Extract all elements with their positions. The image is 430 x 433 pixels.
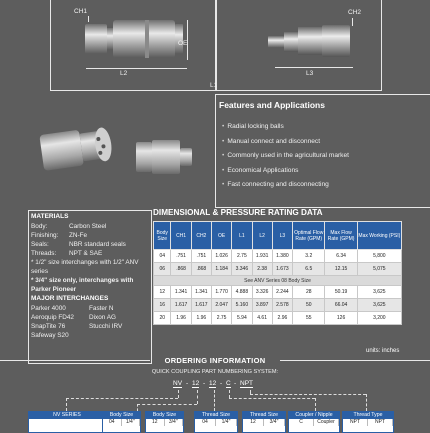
interchanges-title: MAJOR INTERCHANGES	[31, 295, 109, 302]
table-header: L1	[232, 222, 252, 250]
code-type: C	[226, 380, 231, 387]
oe-label: OE	[178, 40, 188, 47]
code-dash: -	[220, 380, 223, 387]
thread-type-box: Thread Type NPT NPT	[342, 411, 394, 433]
note-1: * 1/2" size interchanges with 1/2" ANV	[31, 259, 139, 266]
table-header: L3	[272, 222, 292, 250]
materials-title: MATERIALS	[31, 213, 69, 220]
dimension-table	[153, 221, 402, 325]
code-thread-type: NPT	[240, 380, 253, 387]
table-row-separator: See ANV Series 08 Body Size	[154, 276, 402, 286]
list-item: • Fast connecting and disconnecting	[222, 181, 329, 189]
l1-label: L1	[210, 82, 218, 89]
connector	[137, 404, 197, 405]
connector	[137, 404, 138, 411]
connector	[197, 390, 198, 404]
table-row: 04 .751 .751 1.026 2.75 1.931 1.380 3.2 6.34 5,800	[154, 250, 402, 263]
interchange-row: Aeroquip FD42 Dixon AG	[31, 314, 116, 321]
table-header: L2	[252, 222, 272, 250]
l2-label: L2	[120, 70, 128, 77]
table-header: Max Flow Rate (GPM)	[325, 222, 357, 250]
interchange-row: Safeway S20	[31, 332, 69, 339]
l3-label: L3	[306, 70, 314, 77]
table-header: OE	[211, 222, 231, 250]
table-header: Body Size	[154, 222, 171, 250]
interchange-row: Parker 4000 Faster N	[31, 305, 114, 312]
list-item: • Economical Applications	[222, 166, 299, 174]
connector	[315, 398, 316, 411]
thread-size-box: Thread Size 04 1/4"	[194, 411, 238, 433]
ch1-leader	[88, 16, 89, 22]
thread-size-box-2: Thread Size 12 3/4"	[242, 411, 286, 433]
material-row: Body: Carbon Steel	[31, 223, 107, 230]
connector	[250, 394, 366, 395]
body-size-box: Body Size 04 1/4"	[102, 411, 141, 433]
table-header: CH2	[191, 222, 211, 250]
table-row: 06 .868 .868 1.184 3.346 2.38 1.673 6.5 12.15 5,075	[154, 263, 402, 276]
list-item: • Manual connect and disconnect	[222, 137, 321, 145]
connector	[66, 398, 67, 411]
materials-box	[28, 210, 152, 364]
connector	[229, 398, 315, 399]
list-item: • Commonly used in the agricultural market	[222, 152, 349, 160]
table-title: DIMENSIONAL & PRESSURE RATING DATA	[153, 208, 323, 217]
note-2b: Parker Pioneer	[31, 286, 77, 293]
table-row: 16 1.617 1.617 2.047 5.160 3.897 2.578 50 66.04 3,625	[154, 299, 402, 312]
body-size-box-2: Body Size 12 3/4"	[145, 411, 184, 433]
table-header: Optimal Flow Rate (GPM)	[293, 222, 325, 250]
note-1b: series	[31, 268, 49, 275]
coupler-illustration	[85, 18, 188, 60]
ordering-subtitle: QUICK COUPLING PART NUMBERING SYSTEM:	[151, 369, 279, 375]
material-row: Threads: NPT & SAE	[31, 250, 103, 257]
ch2-leader	[352, 18, 353, 26]
code-thread-size: 12	[209, 380, 217, 387]
connector	[366, 394, 367, 411]
code-dash: -	[203, 380, 206, 387]
list-item: • Radial locking balls	[222, 123, 284, 130]
l2-line	[86, 68, 187, 69]
table-header: Max Working (PSI)	[357, 222, 401, 250]
coupler-nipple-box: Coupler / Nipple C Coupler	[288, 411, 340, 433]
nipple-illustration	[268, 24, 353, 58]
ch1-label: CH1	[74, 8, 88, 15]
features-list	[222, 120, 422, 193]
table-row: 20 1.96 1.96 2.75 5.94 4.61 2.96 55 126 3,200	[154, 312, 402, 325]
connector	[178, 390, 179, 398]
code-dash: -	[234, 380, 237, 387]
ch2-label: CH2	[348, 9, 362, 16]
note-2: * 3/4" size only, interchanges with	[31, 277, 134, 284]
code-dash: -	[186, 380, 189, 387]
interchange-row: SnapTite 76 Stucchi IRV	[31, 323, 123, 330]
features-title: Features and Applications	[219, 100, 325, 110]
material-row: Finishing: ZN-Fe	[31, 232, 88, 239]
code-series: NV	[173, 380, 183, 387]
ordering-title: ORDERING INFORMATION	[164, 356, 266, 365]
connector	[229, 390, 230, 398]
units-note: units: inches	[366, 348, 400, 354]
table-row: 12 1.341 1.341 1.770 4.888 3.326 2.244 28 50.19 3,625	[154, 286, 402, 299]
code-body-size: 12	[192, 380, 200, 387]
connector	[214, 390, 215, 411]
material-row: Seals: NBR standard seals	[31, 241, 126, 248]
l3-line	[275, 67, 353, 68]
product-photo	[38, 112, 198, 194]
nv-series-box: NV SERIES	[28, 411, 106, 433]
connector	[66, 398, 178, 399]
table-header: CH1	[171, 222, 191, 250]
l1-line	[50, 90, 380, 91]
